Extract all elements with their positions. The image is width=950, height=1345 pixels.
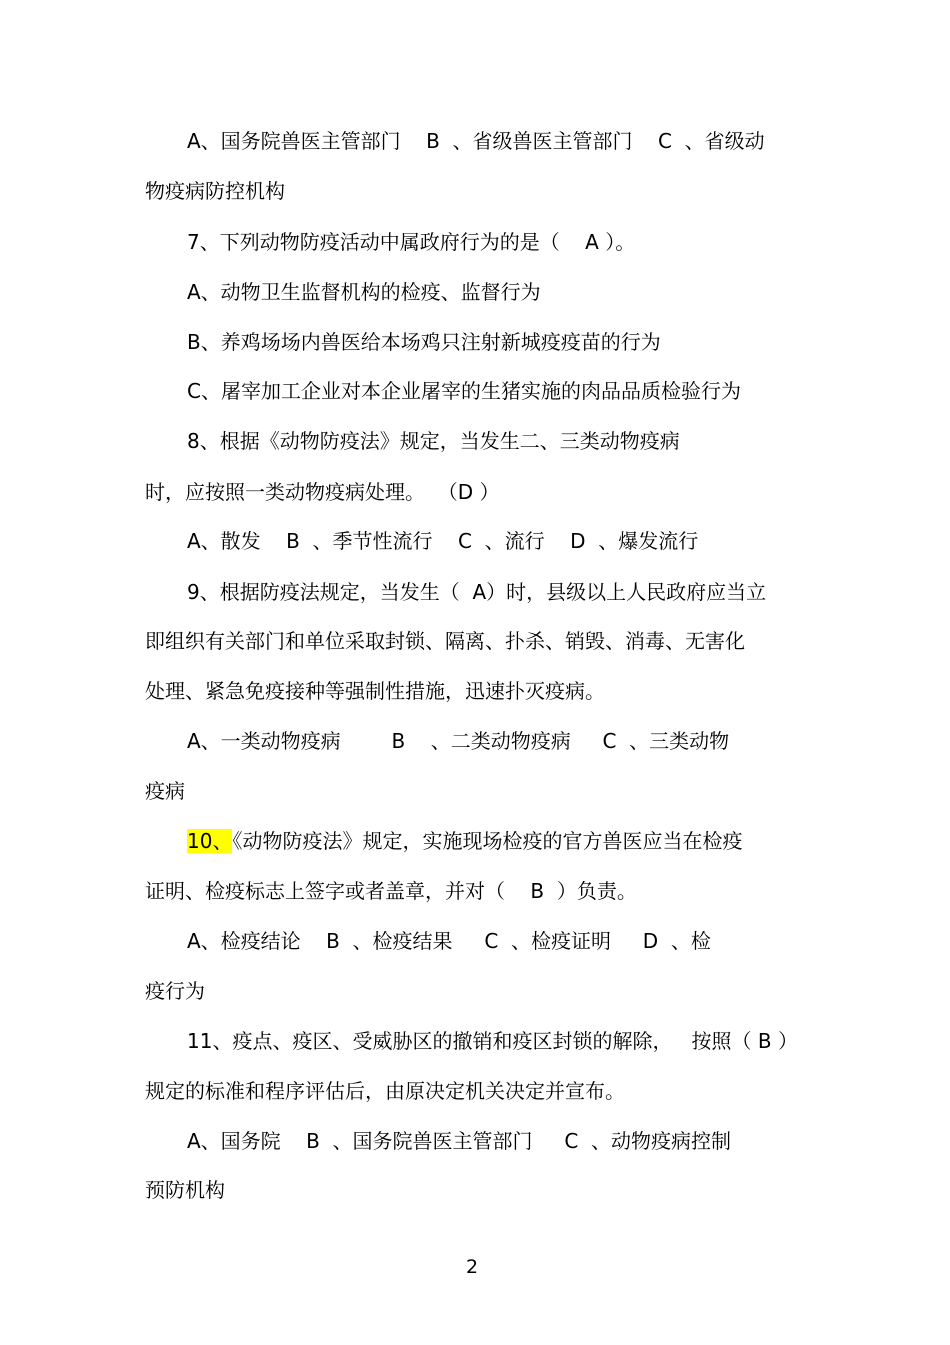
line-text: 7、下列动物防疫活动中属政府行为的是（ A ）。 — [187, 230, 636, 254]
text-line — [187, 127, 765, 155]
page-number: 2 — [466, 1256, 479, 1278]
text-line — [187, 527, 698, 555]
line-text: 即组织有关部门和单位采取封锁、隔离、扑杀、销毁、消毒、无害化 — [145, 629, 745, 653]
line-text: C、屠宰加工企业对本企业屠宰的生猪实施的肉品品质检验行为 — [187, 379, 741, 403]
text-line — [145, 478, 499, 506]
line-text: 疫行为 — [145, 979, 205, 1003]
line-text: 《动物防疫法》规定，实施现场检疫的官方兽医应当在检疫 — [232, 829, 743, 853]
line-text: 规定的标准和程序评估后，由原决定机关决定并宣布。 — [145, 1079, 625, 1103]
text-line — [187, 328, 661, 356]
text-line — [187, 727, 729, 755]
line-text: A、动物卫生监督机构的检疫、监督行为 — [187, 280, 541, 304]
text-line — [187, 827, 742, 855]
line-text: 时，应按照一类动物疫病处理。 （D ） — [145, 480, 500, 504]
line-text: B、养鸡场场内兽医给本场鸡只注射新城疫疫苗的行为 — [187, 330, 661, 354]
text-line — [145, 1176, 225, 1204]
text-line — [187, 1027, 798, 1055]
text-line — [187, 377, 741, 405]
line-text: 证明、检疫标志上签字或者盖章，并对（ B ）负责。 — [145, 879, 637, 903]
line-text: A、一类动物疫病 B 、二类动物疫病 C 、三类动物 — [187, 729, 730, 753]
text-line — [187, 278, 541, 306]
text-line — [187, 927, 711, 955]
line-text: 物疫病防控机构 — [145, 179, 285, 203]
line-text: A、国务院 B 、国务院兽医主管部门 C 、动物疫病控制 — [187, 1129, 732, 1153]
highlighted-question-number: 10、 — [187, 829, 233, 853]
text-line — [187, 578, 766, 606]
line-text: 处理、紧急免疫接种等强制性措施，迅速扑灭疫病。 — [145, 679, 605, 703]
text-line — [187, 1127, 731, 1155]
line-text: 预防机构 — [145, 1178, 225, 1202]
line-text: 疫病 — [145, 779, 185, 803]
line-text: A、散发 B 、季节性流行 C 、流行 D 、爆发流行 — [187, 529, 699, 553]
line-text: 9、根据防疫法规定，当发生（ A）时，县级以上人民政府应当立 — [187, 580, 767, 604]
text-line — [145, 677, 605, 705]
text-line — [145, 877, 637, 905]
text-line — [145, 977, 205, 1005]
text-line — [145, 777, 185, 805]
line-text: 8、根据《动物防疫法》规定，当发生二、三类动物疫病 — [187, 429, 680, 453]
text-line — [145, 627, 745, 655]
line-text: 11、疫点、疫区、受威胁区的撤销和疫区封锁的解除， 按照（ B ） — [187, 1029, 798, 1053]
line-text: A、国务院兽医主管部门 B 、省级兽医主管部门 C 、省级动 — [187, 129, 765, 153]
text-line — [145, 177, 285, 205]
text-line — [187, 427, 680, 455]
line-text: A、检疫结论 B 、检疫结果 C 、检疫证明 D 、检 — [187, 929, 711, 953]
text-line — [145, 1077, 625, 1105]
text-line — [187, 228, 635, 256]
